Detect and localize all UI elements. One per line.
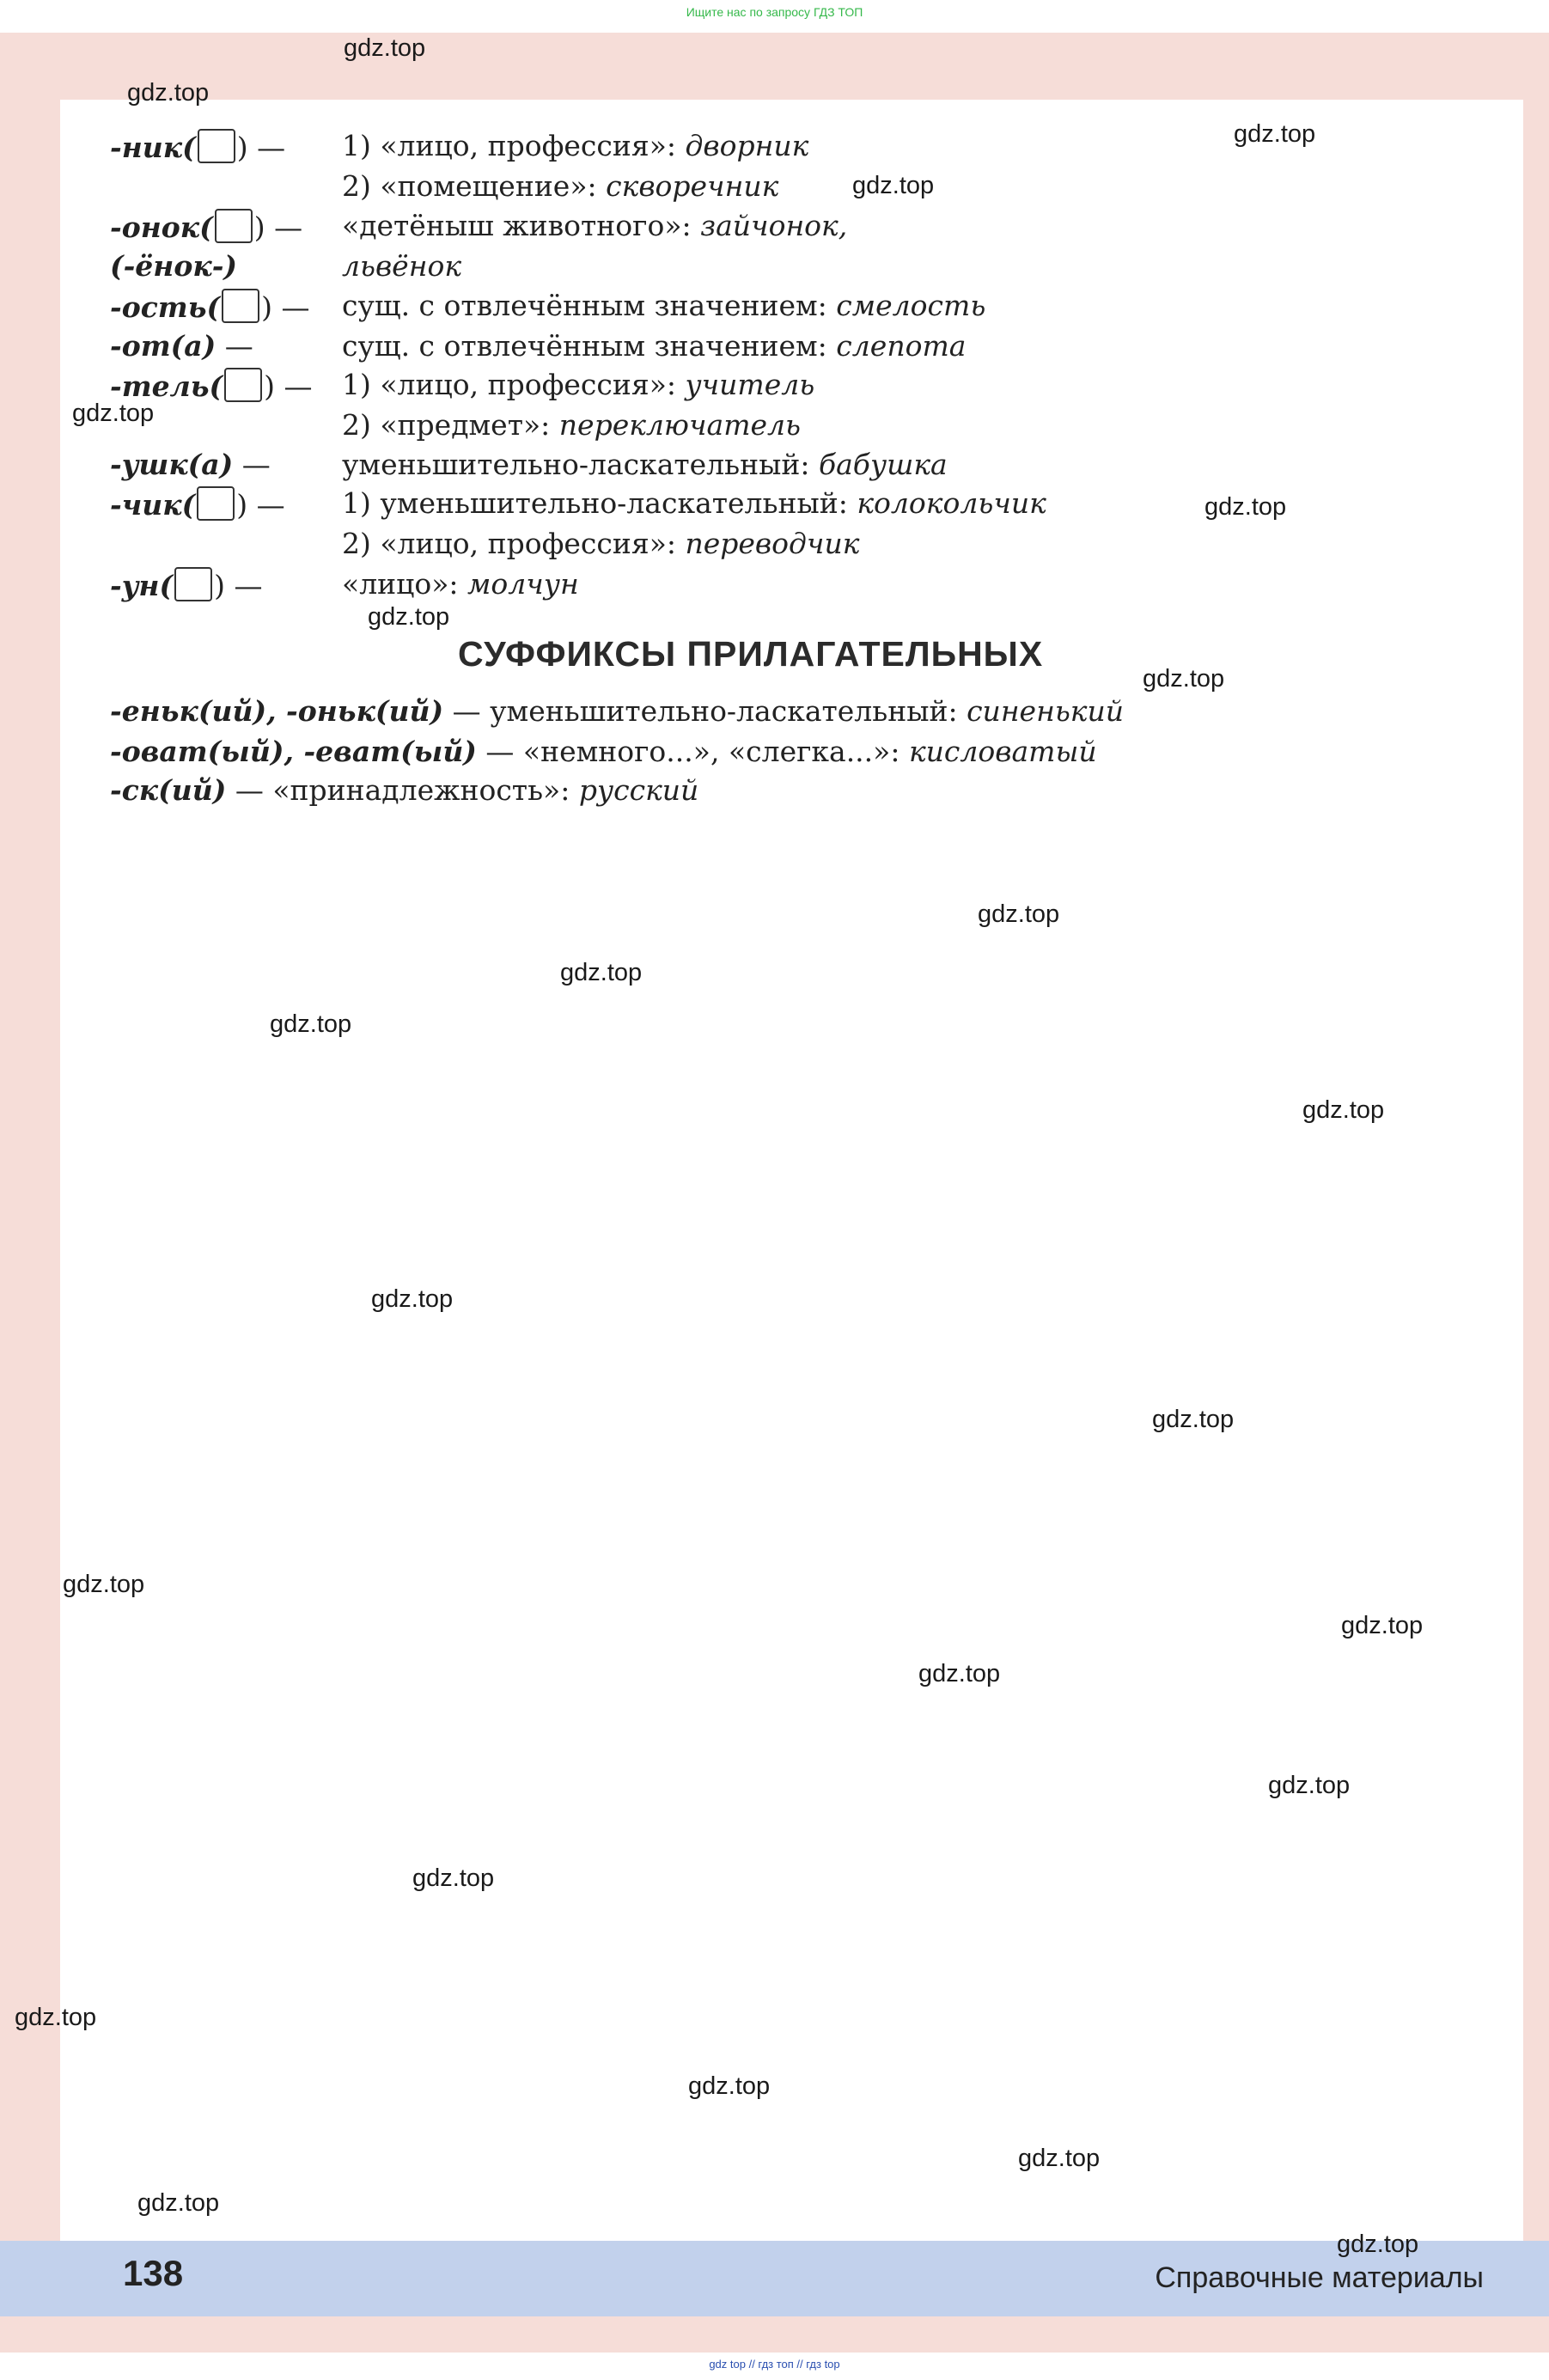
watermark-text: gdz.top — [1337, 2230, 1419, 2258]
suffix-label — [110, 209, 302, 245]
example-word: переключатель — [558, 408, 801, 442]
suffix-meaning — [342, 448, 948, 482]
page-number: 138 — [123, 2253, 184, 2293]
meaning-text: сущ. с отвлечённым значением: — [342, 329, 837, 363]
watermark-text: gdz.top — [560, 959, 643, 986]
watermark-text: gdz.top — [412, 1864, 495, 1892]
suffix-dash: ) — — [261, 290, 310, 324]
suffix-meaning — [342, 249, 461, 284]
suffix-label: -еньк(ий), -оньк(ий) — [110, 694, 444, 728]
suffix-label: -оват(ый), -еват(ый) — [110, 735, 477, 768]
meaning-text: — уменьшительно-ласкательный: — [443, 694, 967, 728]
watermark-text: gdz.top — [1341, 1612, 1424, 1639]
watermark-text: gdz.top — [368, 603, 450, 631]
suffix-meaning — [342, 209, 847, 243]
suffix-text: -ник( — [110, 131, 196, 164]
meaning-text: 1) «лицо, профессия»: — [342, 129, 686, 162]
suffix-text: -онок( — [110, 211, 213, 244]
suffix-label — [110, 289, 309, 325]
watermark-text: gdz.top — [270, 1010, 352, 1038]
suffix-dash: — — [216, 329, 253, 363]
watermark-text: gdz.top — [137, 2189, 220, 2217]
suffix-text: -чик( — [110, 488, 196, 522]
suffix-box-icon — [222, 289, 259, 323]
watermark-text: gdz.top — [1152, 1406, 1235, 1433]
meaning-text: 1) «лицо, профессия»: — [342, 368, 686, 401]
suffix-meaning — [342, 329, 966, 363]
adjective-suffix-row — [110, 735, 1097, 769]
suffix-dash: ) — — [236, 488, 285, 522]
watermark-text: gdz.top — [852, 172, 935, 199]
meaning-text: 2) «лицо, профессия»: — [342, 527, 686, 560]
suffix-label — [110, 249, 237, 284]
suffix-dash: ) — — [253, 211, 303, 244]
section-title-adjective-suffixes: СУФФИКСЫ ПРИЛАГАТЕЛЬНЫХ — [458, 634, 1044, 674]
watermark-text: gdz.top — [1204, 493, 1287, 521]
footer-section-title: Справочные материалы — [1155, 2261, 1484, 2294]
suffix-label: -ск(ий) — [110, 773, 227, 807]
suffix-box-icon — [215, 209, 253, 243]
example-word: зайчонок, — [700, 209, 848, 242]
suffix-meaning — [342, 169, 778, 204]
example-word: молчун — [467, 567, 579, 601]
example-word: синенький — [967, 694, 1124, 728]
watermark-text: gdz.top — [978, 900, 1060, 928]
adjective-suffix-row — [110, 773, 698, 808]
suffix-meaning — [342, 129, 808, 163]
watermark-text: gdz.top — [63, 1571, 145, 1598]
suffix-box-icon — [198, 129, 235, 163]
suffix-text: -тель( — [110, 369, 223, 403]
suffix-box-icon — [224, 368, 262, 402]
suffix-box-icon — [174, 567, 212, 601]
suffix-label — [110, 129, 285, 165]
watermark-text: gdz.top — [344, 34, 426, 62]
watermark-text: gdz.top — [1234, 120, 1316, 148]
watermark-text: gdz.top — [1143, 665, 1225, 693]
adjective-suffix-row — [110, 694, 1124, 729]
example-word: учитель — [685, 368, 815, 401]
suffix-text: (-ёнок-) — [110, 249, 238, 283]
watermark-text: gdz.top — [72, 400, 155, 427]
example-word: скворечник — [606, 169, 779, 203]
suffix-text: -ость( — [110, 290, 221, 324]
watermark-text: gdz.top — [1018, 2145, 1101, 2172]
suffix-text: -ушк(а) — [110, 448, 234, 481]
watermark-text: gdz.top — [688, 2072, 771, 2100]
meaning-text: 1) уменьшительно-ласкательный: — [342, 486, 857, 520]
suffix-dash: ) — — [214, 569, 263, 602]
suffix-dash: ) — — [236, 131, 286, 164]
suffix-box-icon — [197, 486, 235, 521]
example-word: переводчик — [685, 527, 860, 560]
watermark-text: gdz.top — [1302, 1096, 1385, 1124]
example-word: бабушка — [818, 448, 948, 481]
suffix-label — [110, 448, 271, 482]
watermark-text: gdz.top — [15, 2004, 97, 2031]
meaning-text: уменьшительно-ласкательный: — [342, 448, 819, 481]
meaning-text: «детёныш животного»: — [342, 209, 701, 242]
example-word: слепота — [836, 329, 967, 363]
suffix-text: -от(а) — [110, 329, 216, 363]
suffix-label — [110, 368, 313, 404]
watermark-text: gdz.top — [371, 1285, 454, 1313]
watermark-text: gdz.top — [1268, 1772, 1351, 1799]
example-word: дворник — [685, 129, 809, 162]
example-word: колокольчик — [857, 486, 1046, 520]
suffix-label — [110, 486, 285, 522]
meaning-text: «лицо»: — [342, 567, 468, 601]
meaning-text: 2) «помещение»: — [342, 169, 607, 203]
suffix-meaning — [342, 567, 579, 601]
meaning-text: сущ. с отвлечённым значением: — [342, 289, 837, 322]
suffix-label — [110, 329, 253, 363]
meaning-text: 2) «предмет»: — [342, 408, 559, 442]
suffix-dash: — — [233, 448, 271, 481]
watermark-text: gdz.top — [918, 1660, 1001, 1687]
suffix-meaning — [342, 527, 859, 561]
suffix-meaning — [342, 289, 985, 323]
top-note: Ищите нас по запросу ГДЗ ТОП — [686, 5, 863, 19]
suffix-text: -ун( — [110, 569, 174, 602]
example-word: львёнок — [342, 249, 462, 283]
meaning-text: — «немного...», «слегка...»: — [476, 735, 909, 768]
suffix-label — [110, 567, 262, 603]
suffix-dash: ) — — [264, 369, 313, 403]
suffix-meaning — [342, 368, 814, 402]
meaning-text: — «принадлежность»: — [226, 773, 579, 807]
example-word: русский — [578, 773, 699, 807]
example-word: смелость — [836, 289, 986, 322]
suffix-meaning — [342, 408, 801, 442]
bottom-note: gdz top // гдз топ // гдз top — [709, 2358, 840, 2371]
watermark-text: gdz.top — [127, 79, 210, 107]
suffix-meaning — [342, 486, 1046, 521]
example-word: кисловатый — [908, 735, 1097, 768]
